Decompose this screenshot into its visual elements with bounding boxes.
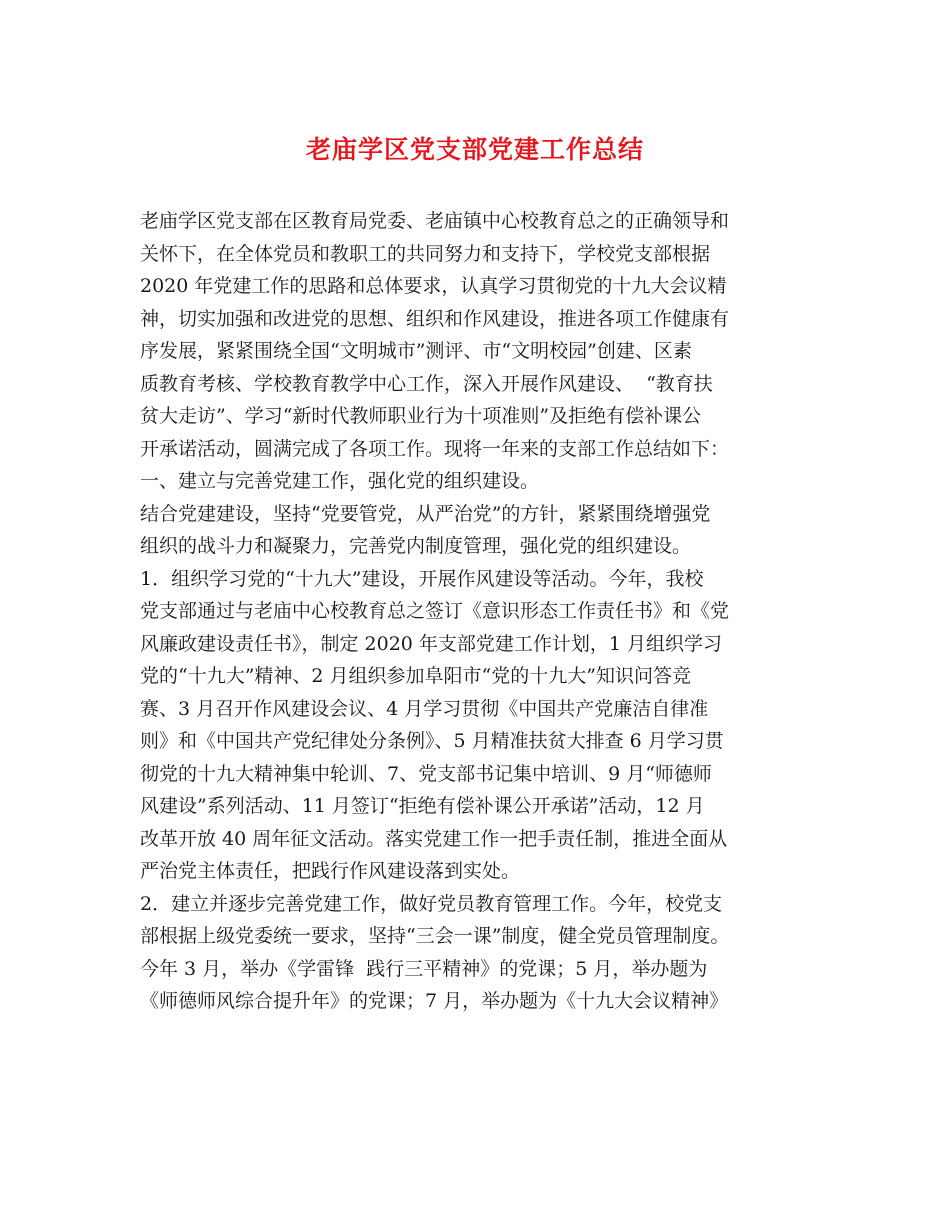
body-line-5: 序发展，紧紧围绕全国“文明城市”测评、市“文明校园”创建、区素 <box>140 340 692 362</box>
body-line-2: 关怀下，在全体党员和教职工的共同努力和支持下，学校党支部根据 <box>140 242 711 265</box>
body-line-20: 改革开放 40 周年征文活动。落实党建工作一把手责任制，推进全面从 <box>140 827 728 850</box>
body-line-22: 2．建立并逐步完善党建工作，做好党员教育管理工作。今年，校党支 <box>140 892 723 915</box>
body-line-21: 严治党主体责任，把践行作风建设落到实处。 <box>140 860 521 882</box>
body-line-23: 部根据上级党委统一要求，坚持“三会一课”制度，健全党员管理制度。 <box>140 925 730 947</box>
body-line-19: 风建设”系列活动、11 月签订“拒绝有偿补课公开承诺”活动，12 月 <box>140 795 705 817</box>
body-line-17: 则》和《中国共产党纪律处分条例》、5 月精准扶贫大排查 6 月学习贯 <box>140 730 724 752</box>
body-line-3: 2020 年党建工作的思路和总体要求，认真学习贯彻党的十九大会议精 <box>140 275 727 297</box>
document-title: 老庙学区党支部党建工作总结 <box>305 135 644 164</box>
body-line-14: 风廉政建设责任书》，制定 2020 年支部党建工作计划，1 月组织学习 <box>140 632 723 655</box>
body-line-24: 今年 3 月，举办《学雷锋 践行三平精神》的党课；5 月，举办题为 <box>140 957 708 980</box>
body-line-4: 神，切实加强和改进党的思想、组织和作风建设，推进各项工作健康有 <box>140 307 730 330</box>
section-heading-1: 一、建立与完善党建工作，强化党的组织建设。 <box>140 470 540 492</box>
document-body <box>140 205 830 1018</box>
body-line-1: 老庙学区党支部在区教育局党委、老庙镇中心校教育总之的正确领导和 <box>140 210 730 232</box>
body-line-15: 党的“十九大”精神、2 月组织参加阜阳市“党的十九大”知识问答竞 <box>140 665 691 687</box>
body-line-12: 1．组织学习党的“十九大”建设，开展作风建设等活动。今年，我校 <box>140 567 704 590</box>
body-line-11: 组织的战斗力和凝聚力，完善党内制度管理，强化党的组织建设。 <box>140 535 692 557</box>
body-line-13: 党支部通过与老庙中心校教育总之签订《意识形态工作责任书》和《党 <box>140 600 730 622</box>
body-line-16: 赛、3 月召开作风建设会议、4 月学习贯彻《中国共产党廉洁自律准 <box>140 697 709 720</box>
body-line-8: 开承诺活动，圆满完成了各项工作。现将一年来的支部工作总结如下： <box>140 437 730 460</box>
body-line-7: 贫大走访”、学习“新时代教师职业行为十项准则”及拒绝有偿补课公 <box>140 405 702 427</box>
body-line-18: 彻党的十九大精神集中轮训、7、党支部书记集中培训、9 月“师德师 <box>140 762 712 785</box>
body-line-25: 《师德师风综合提升年》的党课；7 月，举办题为《十九大会议精神》 <box>140 990 729 1012</box>
body-line-6: 质教育考核、学校教育教学中心工作，深入开展作风建设、 “教育扶 <box>140 372 713 395</box>
body-line-10: 结合党建建设，坚持“党要管党，从严治党”的方针，紧紧围绕增强党 <box>140 502 711 525</box>
